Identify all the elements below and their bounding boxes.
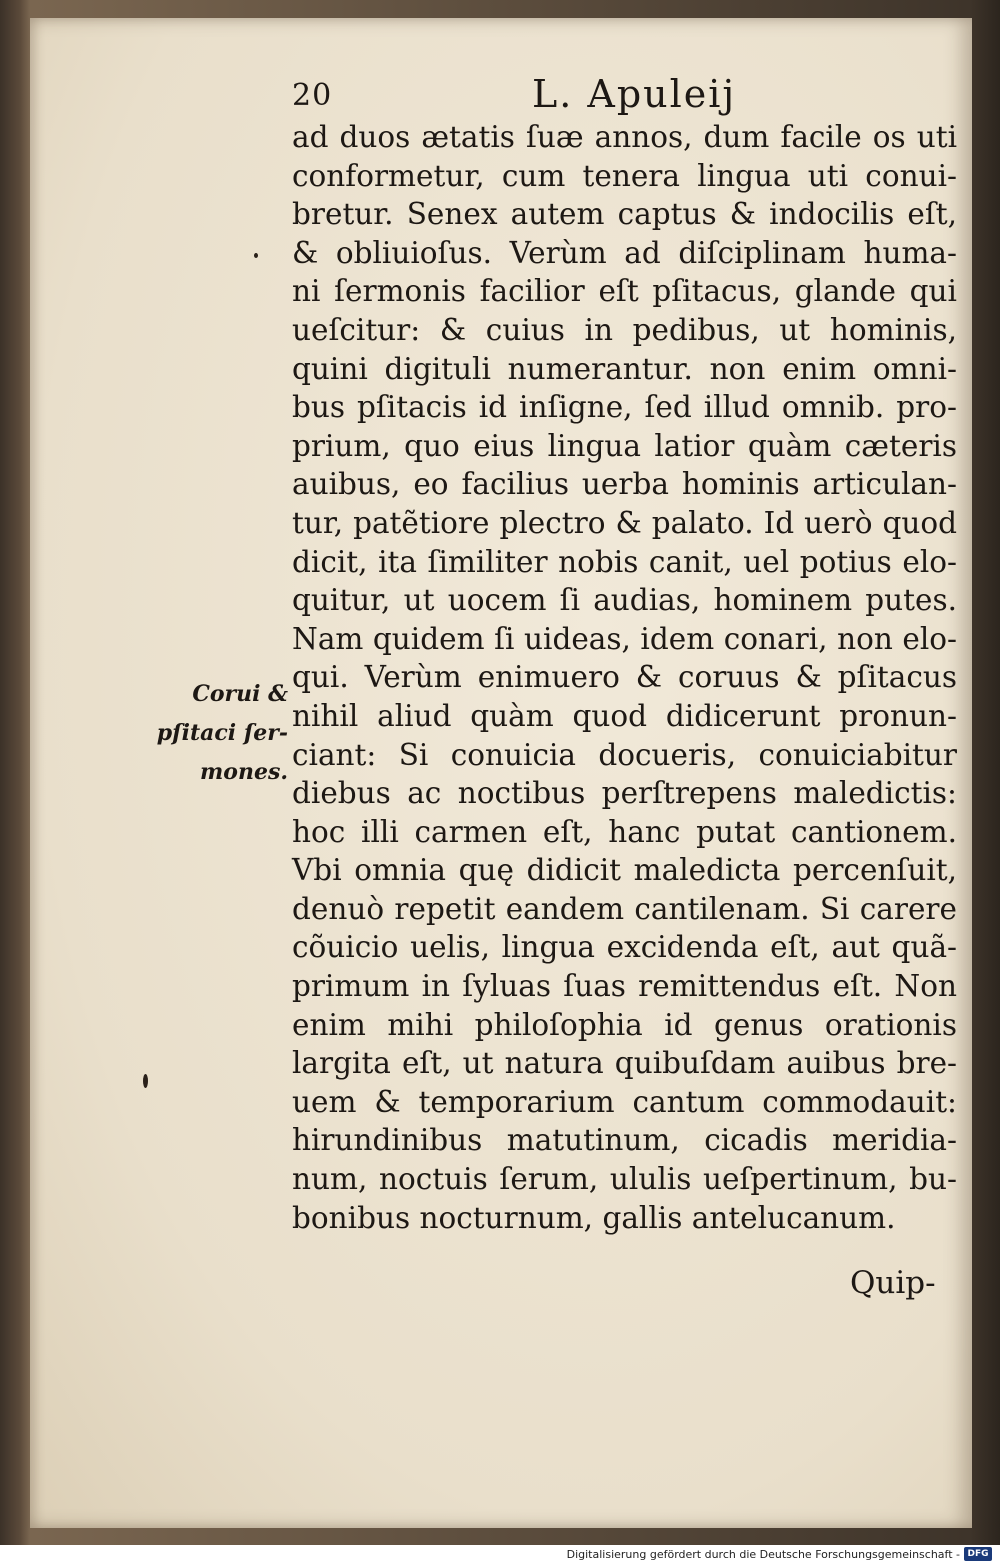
ink-spot (143, 1074, 148, 1088)
text-line: quitur, ut uocem ſi audias, hominem putes. (292, 583, 957, 618)
text-line: primum in ſyluas ſuas remittendus eſt. Non (292, 969, 957, 1004)
text-line: ni ſermonis facilior eſt pſitacus, glande qui (292, 274, 957, 309)
marginal-note-line: mones. (200, 759, 288, 785)
running-title: L. Apuleij (532, 72, 737, 116)
text-line: bus pſitacis id inſigne, ſed illud omnib. pro- (292, 390, 957, 425)
text-line: enim mihi philoſophia id genus orationis (292, 1007, 957, 1042)
text-line: ueſcitur: & cuius in pedibus, ut hominis, (292, 312, 957, 347)
text-line: & obliuioſus. Verùm ad diſciplinam huma- (292, 235, 957, 270)
page-number: 20 (292, 78, 333, 113)
text-line: bretur. Senex autem captus & indocilis eſt, (292, 197, 957, 232)
text-line: largita eſt, ut natura quibuſdam auibus bre- (292, 1046, 957, 1081)
text-line: cõuicio uelis, lingua excidenda eſt, aut quã- (292, 930, 957, 965)
marginal-note-line: Corui & (192, 681, 288, 707)
text-line: denuò repetit eandem cantilenam. Si carere (292, 891, 957, 926)
page-header (292, 72, 952, 118)
text-line: uem & temporarium cantum commodauit: (292, 1084, 957, 1119)
text-line: ciant: Si conuicia docueris, conuiciabitur (292, 737, 957, 772)
text-line: diebus ac noctibus perſtrepens maledictis: (292, 776, 957, 811)
body-text (292, 118, 957, 1237)
text-line: dicit, ita ſimiliter nobis canit, uel potius elo- (292, 544, 957, 579)
marginal-note-line: pſitaci ſer- (156, 720, 288, 746)
text-line: qui. Verùm enimuero & coruus & pſitacus (292, 660, 957, 695)
catchword: Quip- (850, 1265, 936, 1301)
text-line: hirundinibus matutinum, cicadis meridia- (292, 1123, 957, 1158)
dfg-logo: DFG (964, 1547, 992, 1561)
footer-credit: Digitalisierung gefördert durch die Deutsche Forschungsgemeinschaft - (566, 1548, 960, 1561)
text-line: Vbi omnia quę didicit maledicta percenſuit, (292, 853, 957, 888)
text-line: prium, quo eius lingua latior quàm cæteris (292, 428, 957, 463)
text-line: nihil aliud quàm quod didicerunt pronun- (292, 698, 957, 733)
text-line: bonibus nocturnum, gallis antelucanum. (292, 1200, 896, 1235)
ink-spot (254, 253, 258, 258)
marginal-note (148, 675, 288, 792)
text-line: ad duos ætatis ſuæ annos, dum facile os uti (292, 120, 957, 154)
text-line: Nam quidem ſi uideas, idem conari, non elo- (292, 621, 957, 656)
text-line: hoc illi carmen eſt, hanc putat cantionem. (292, 814, 957, 849)
text-line: auibus, eo facilius uerba hominis articulan- (292, 467, 957, 502)
text-line: conformetur, cum tenera lingua uti conui- (292, 158, 957, 193)
text-line: quini digituli numerantur. non enim omni- (292, 351, 957, 386)
text-line: tur, patẽtiore plectro & palato. Id uerò quod (292, 505, 957, 540)
text-line: num, noctuis ſerum, ululis ueſpertinum, bu- (292, 1162, 957, 1197)
